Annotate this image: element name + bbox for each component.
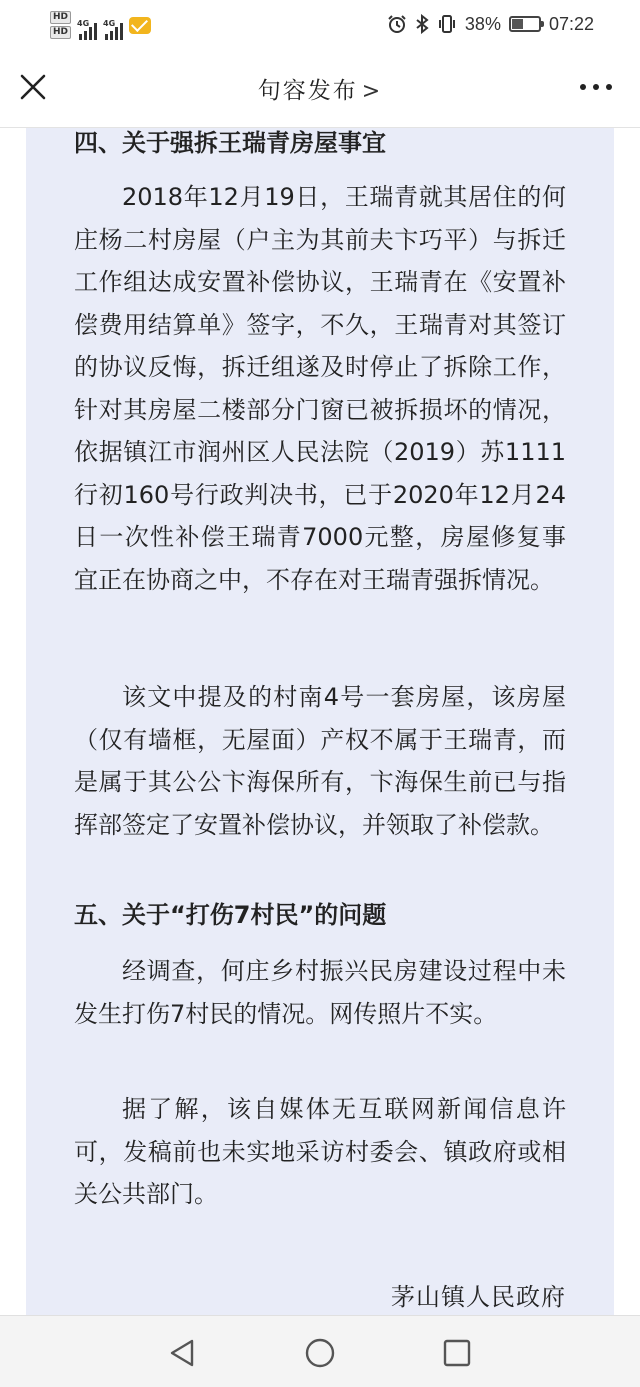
network-type-2: 4G [103,18,116,28]
section-heading-5: 五、关于“打伤7村民”的问题 [74,901,387,929]
status-left [50,8,151,42]
bluetooth-icon [415,14,429,34]
paragraph: 该文中提及的村南4号一套房屋，该房屋（仅有墙框，无屋面）产权不属于王瑞青，而是属于其公公卞海保所有，卞海保生前已与指挥部签定了安置补偿协议，并领取了补偿款。 [74,683,566,839]
app-header [0,48,640,128]
clock: 07:22 [548,13,594,34]
more-options-button[interactable] [580,84,612,90]
account-title[interactable] [0,72,640,105]
paragraph: 据了解，该自媒体无互联网新闻信息许可，发稿前也未实地采访村委会、镇政府或相关公共部门。 [74,1095,566,1208]
account-name: 句容发布 [257,78,358,104]
back-triangle-icon [166,1336,200,1370]
hd-badge-2: HD [50,26,71,39]
alarm-icon [387,14,407,34]
network-type-1: 4G [77,18,90,28]
status-right [387,10,594,38]
vibrate-icon [437,14,457,34]
status-bar [0,0,640,48]
home-circle-icon [303,1336,337,1370]
signal-icon-2 [103,11,123,40]
section-heading-4: 四、关于强拆王瑞青房屋事宜 [74,129,386,157]
recent-apps-button[interactable] [440,1336,474,1370]
more-dot-icon [580,84,586,90]
signal-icon-1 [77,11,97,40]
article-viewport[interactable] [0,128,640,1315]
battery-fill [512,19,523,29]
signature: 茅山镇人民政府 [391,1283,566,1311]
back-button[interactable] [166,1336,200,1370]
hd-indicators [50,11,71,39]
hd-badge-1: HD [50,11,71,24]
navigation-bar [0,1315,640,1387]
recent-square-icon [440,1336,474,1370]
more-dot-icon [593,84,599,90]
battery-icon [509,16,541,32]
paragraph: 经调查，何庄乡村振兴民房建设过程中未发生打伤7村民的情况。网传照片不实。 [74,957,566,1028]
chevron-right-icon: > [361,79,383,104]
paragraph: 2018年12月19日，王瑞青就其居住的何庄杨二村房屋（户主为其前夫卞巧平）与拆迁工作组达成安置补偿协议，王瑞青在《安置补偿费用结算单》签字，不久，王瑞青对其签订的协议反悔，拆迁组遂及时停止了拆除工作，针对其房屋二楼部分门窗已被拆损坏的情况，依据镇江市润州区人民法院（2019）苏1111行初160号行政判决书，已于2020年12月24日一次性补偿王瑞青7000元整，房屋修复事宜正在协商之中，不存在对王瑞青强拆情况。 [74,183,566,594]
battery-percent: 38% [464,13,501,34]
home-button[interactable] [303,1336,337,1370]
mail-icon [129,17,151,34]
more-dot-icon [606,84,612,90]
